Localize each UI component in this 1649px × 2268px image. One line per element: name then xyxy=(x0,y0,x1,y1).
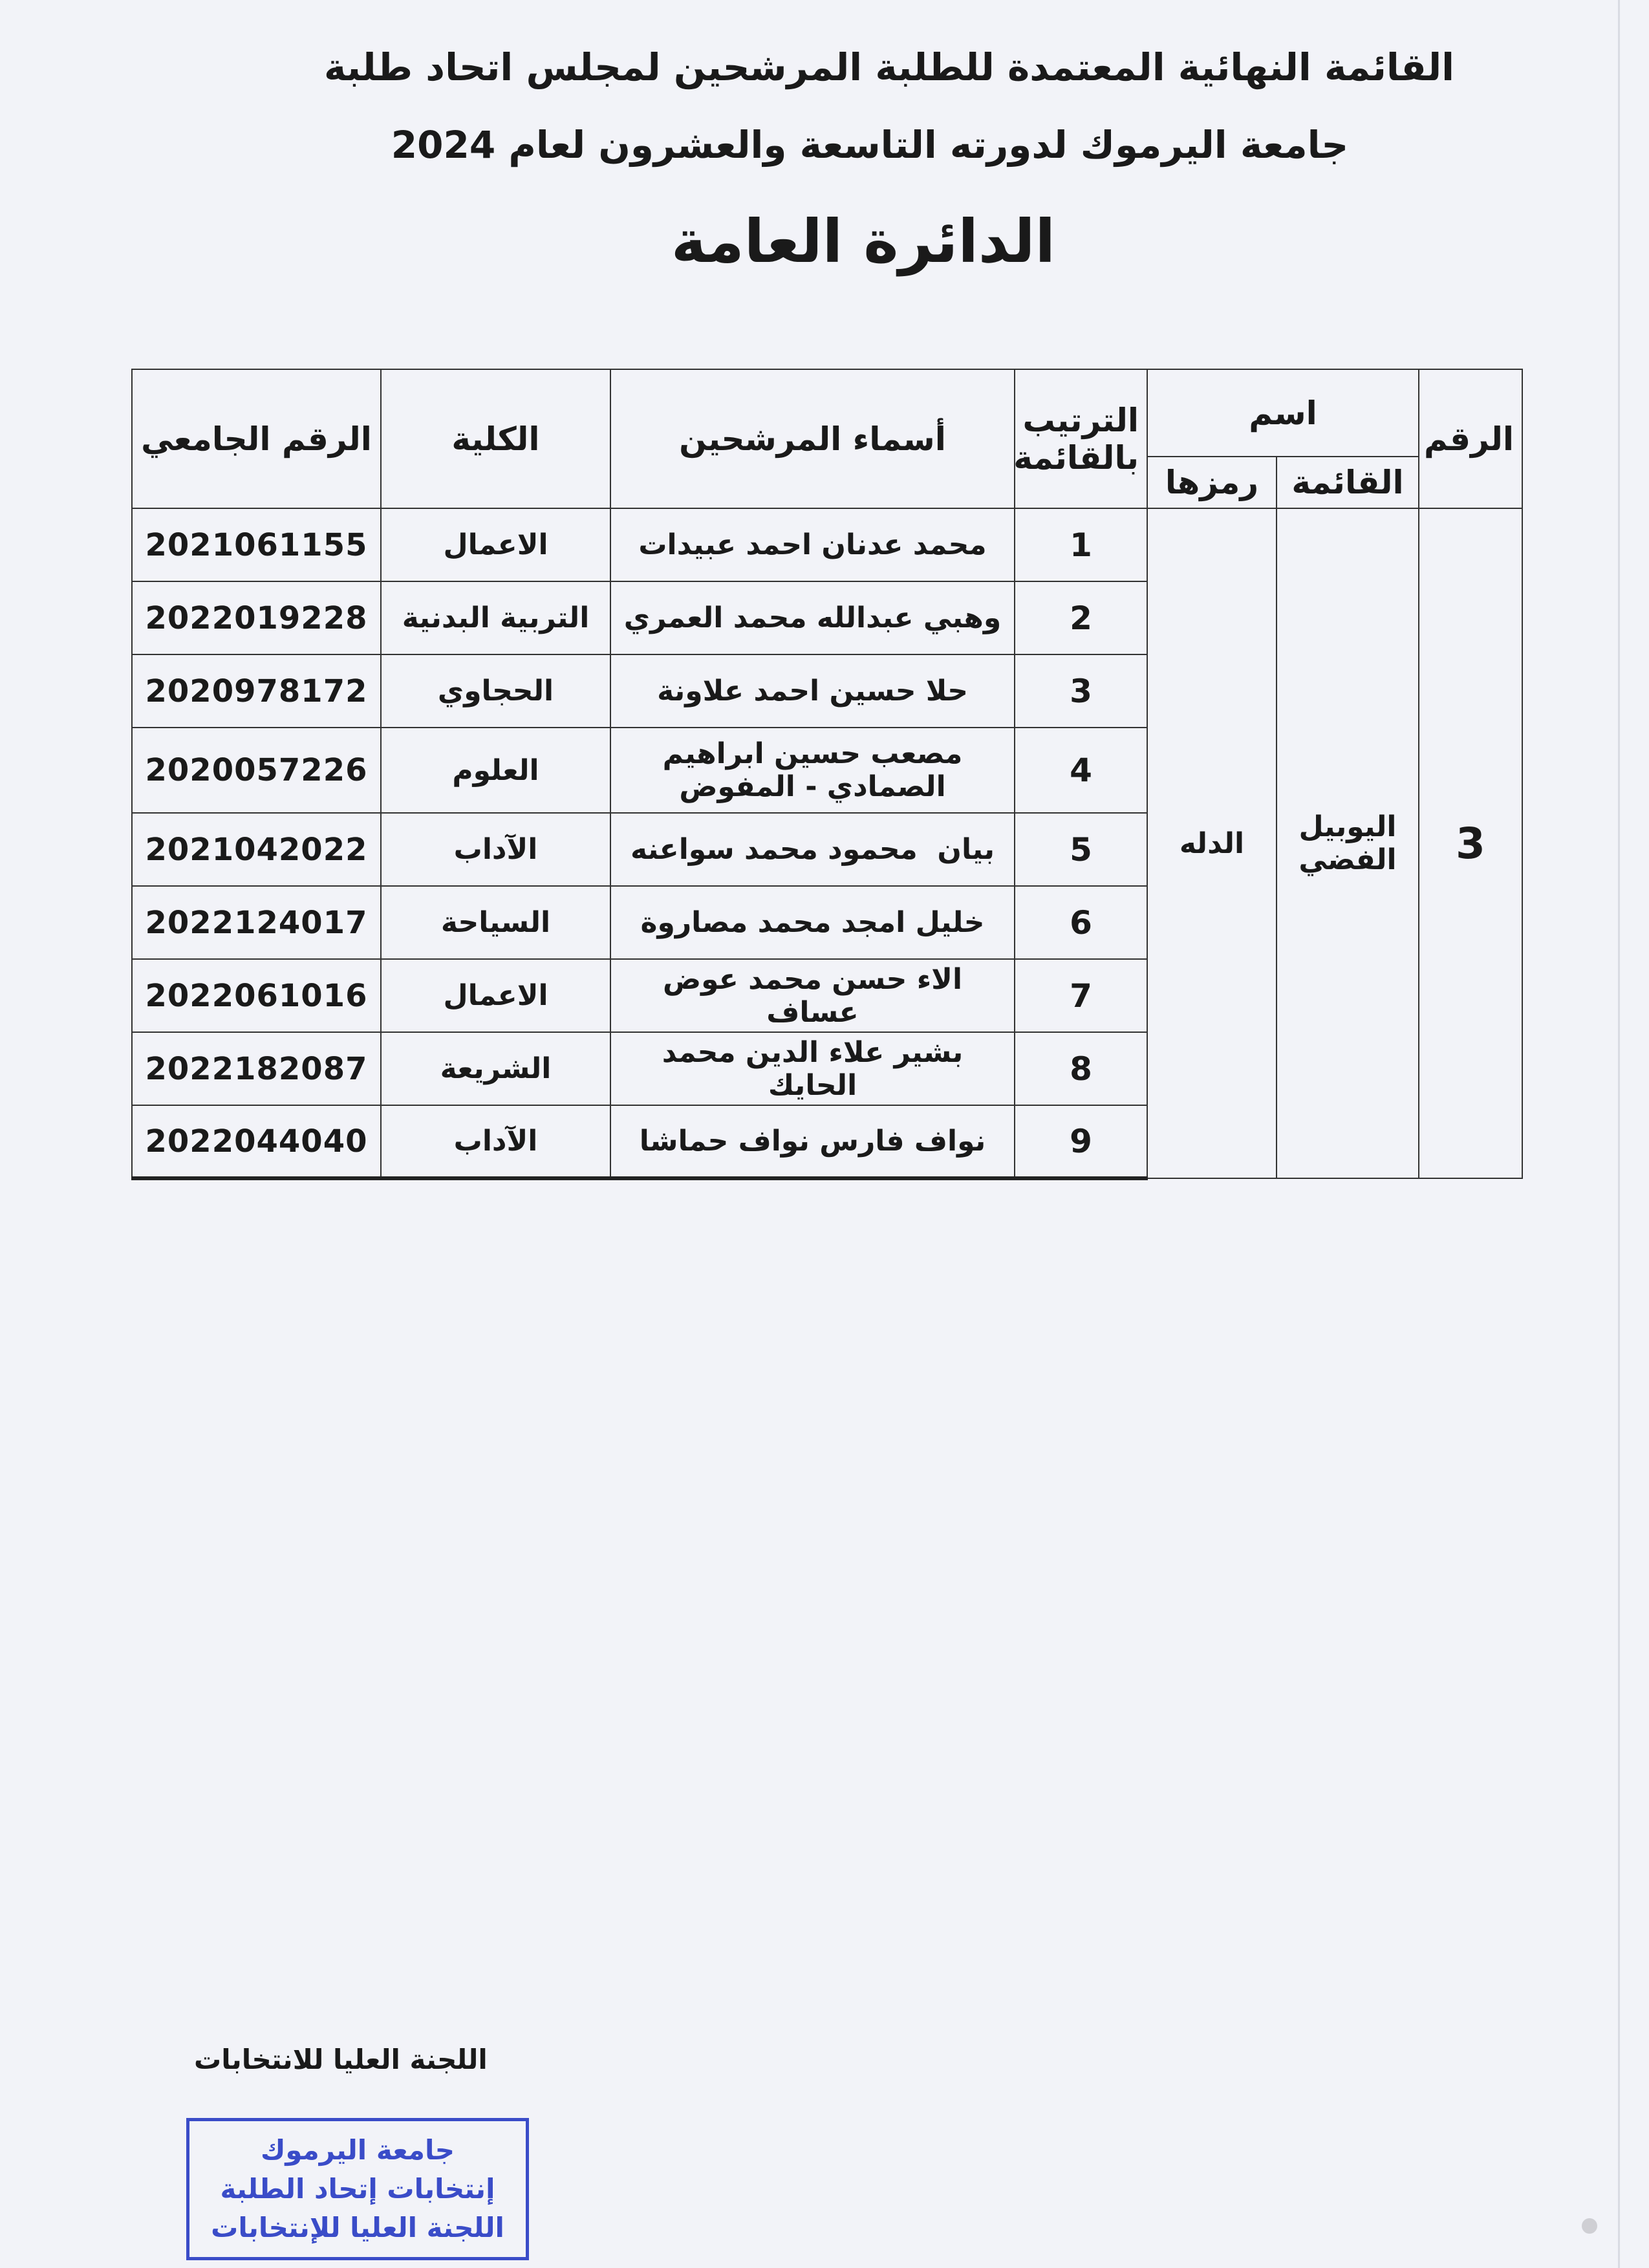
table-row xyxy=(132,508,1522,581)
row-university-id: 2020057226 xyxy=(132,728,381,813)
row-college: الآداب xyxy=(381,813,610,886)
header-college: الكلية xyxy=(381,369,610,508)
committee-signature: اللجنة العليا للانتخابات xyxy=(194,2044,488,2075)
page-edge xyxy=(1618,0,1620,2268)
header-number: الرقم xyxy=(1419,369,1522,508)
row-university-id: 2022182087 xyxy=(132,1032,381,1105)
list-number: 3 xyxy=(1419,508,1522,1178)
row-order: 2 xyxy=(1015,581,1147,654)
row-candidate-name: مصعب حسين ابراهيم الصمادي - المفوض xyxy=(610,728,1015,813)
stamp-line-2: إنتخابات إتحاد الطلبة xyxy=(220,2173,495,2205)
row-order: 6 xyxy=(1015,886,1147,959)
header-list-name: القائمة xyxy=(1277,457,1419,508)
header-line-2: جامعة اليرموك لدورته التاسعة والعشرون لعام 2024 xyxy=(391,123,1349,167)
row-candidate-name: محمد عدنان احمد عبيدات xyxy=(610,508,1015,581)
row-college: العلوم xyxy=(381,728,610,813)
header-list-name-group: اسم xyxy=(1147,369,1419,457)
header-order: الترتيب بالقائمة xyxy=(1015,369,1147,508)
row-college: الحجاوي xyxy=(381,654,610,728)
row-candidate-name: حلا حسين احمد علاونة xyxy=(610,654,1015,728)
row-university-id: 2021061155 xyxy=(132,508,381,581)
row-candidate-name: وهبي عبدالله محمد العمري xyxy=(610,581,1015,654)
row-college: الاعمال xyxy=(381,959,610,1032)
row-candidate-name: نواف فارس نواف حماشا xyxy=(610,1105,1015,1178)
candidates-table xyxy=(131,369,1523,1180)
row-candidate-name: بيان محمود محمد سواعنه xyxy=(610,813,1015,886)
header-list-symbol: رمزها xyxy=(1147,457,1277,508)
row-college: الاعمال xyxy=(381,508,610,581)
district-title: الدائرة العامة xyxy=(671,207,1056,276)
row-order: 4 xyxy=(1015,728,1147,813)
row-university-id: 2022124017 xyxy=(132,886,381,959)
header-candidate-names: أسماء المرشحين xyxy=(610,369,1015,508)
table-header-row xyxy=(132,369,1522,457)
row-candidate-name: بشير علاء الدين محمد الحايك xyxy=(610,1032,1015,1105)
row-university-id: 2022019228 xyxy=(132,581,381,654)
row-university-id: 2021042022 xyxy=(132,813,381,886)
header-university-id: الرقم الجامعي xyxy=(132,369,381,508)
list-symbol: الدله xyxy=(1147,508,1277,1178)
list-name: اليوبيل الفضي xyxy=(1277,508,1419,1178)
row-college: التربية البدنية xyxy=(381,581,610,654)
row-college: السياحة xyxy=(381,886,610,959)
row-order: 7 xyxy=(1015,959,1147,1032)
row-order: 1 xyxy=(1015,508,1147,581)
row-college: الآداب xyxy=(381,1105,610,1178)
stamp-line-1: جامعة اليرموك xyxy=(260,2134,455,2166)
row-order: 5 xyxy=(1015,813,1147,886)
scan-mark xyxy=(1582,2218,1597,2234)
row-candidate-name: خليل امجد محمد مصاروة xyxy=(610,886,1015,959)
row-university-id: 2022044040 xyxy=(132,1105,381,1178)
row-order: 9 xyxy=(1015,1105,1147,1178)
row-order: 8 xyxy=(1015,1032,1147,1105)
row-university-id: 2022061016 xyxy=(132,959,381,1032)
stamp-line-3: اللجنة العليا للإنتخابات xyxy=(211,2212,504,2243)
header-line-1: القائمة النهائية المعتمدة للطلبة المرشحين لمجلس اتحاد طلبة xyxy=(323,45,1455,89)
row-candidate-name: الاء حسن محمد عوض عساف xyxy=(610,959,1015,1032)
row-order: 3 xyxy=(1015,654,1147,728)
official-stamp xyxy=(186,2118,529,2260)
row-college: الشريعة xyxy=(381,1032,610,1105)
row-university-id: 2020978172 xyxy=(132,654,381,728)
